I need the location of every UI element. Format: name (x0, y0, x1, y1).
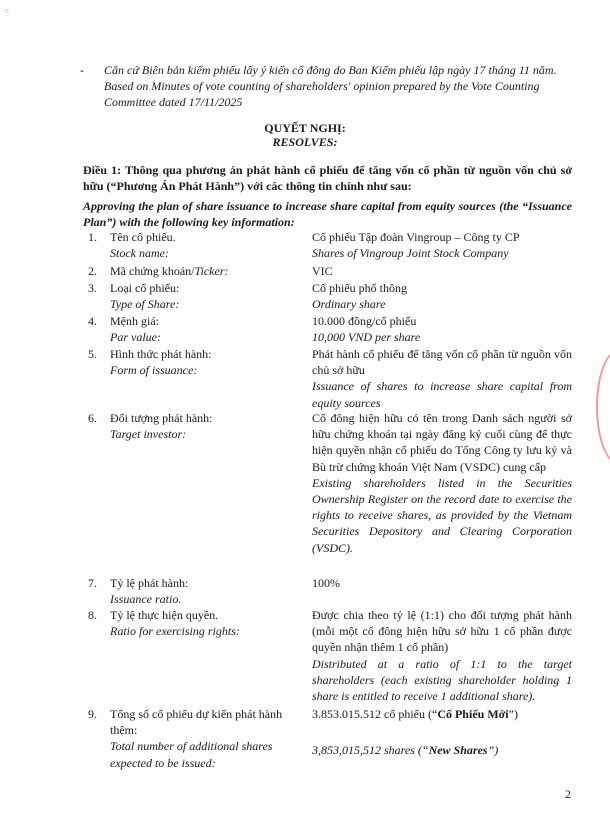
item-label: Loại cổ phiếu: (110, 281, 180, 295)
item-value-en: Issuance of shares to increase share capital from equity sources (312, 379, 572, 410)
basis-vi: Căn cứ Biên bản kiểm phiếu lấy ý kiến cổ đông do Ban Kiểm phiếu lập ngày 17 tháng 11 năm. (104, 63, 557, 77)
item-label: Đối tượng phát hành: (110, 411, 213, 425)
item-label: Tổng số cổ phiếu dự kiến phát hành thêm: (110, 707, 283, 738)
item-value-end: ”) (508, 707, 518, 721)
item-label-en: Type of Share: (110, 297, 180, 312)
item-number: 3. (88, 281, 97, 295)
item-value: Cổ đông hiện hữu có tên trong Danh sách người sở hữu chứng khoán tại ngày đăng ký cuối cùng để thực hiện quyền nhận cổ phiếu do Tổng Công ty lưu ký và Bù trừ chứng khoán Việt Nam (VSDC) cung cấp (312, 411, 572, 474)
article-1-en: Approving the plan of share issuance to increase share capital from equity sources (the “Issuance Plan”) with the following key information: (83, 199, 572, 230)
item-label: Mã chứng khoán/ (110, 264, 195, 278)
item-value-en: 3,853,015,512 shares (“ (312, 743, 429, 758)
item-label-en: Total number of additional shares expected to be issued: (110, 739, 273, 770)
item-number: 6. (88, 411, 97, 425)
item-label: Hình thức phát hành: (110, 347, 212, 361)
item-number: 1. (88, 230, 97, 244)
item-number: 5. (88, 347, 97, 361)
item-value: 10.000 đồng/cổ phiếu (312, 314, 417, 328)
item-label-en: Stock name: (110, 246, 169, 261)
item-label-en: Ticker: (194, 264, 229, 278)
basis-en: Based on Minutes of vote counting of shareholders' opinion prepared by the Vote Counting Committee dated 17/11/2025 (104, 79, 540, 110)
item-number: 2. (88, 264, 97, 278)
page-number: 2 (565, 787, 571, 801)
item-value: 3.853.015.512 cổ phiếu (“ (312, 707, 438, 721)
item-label: Tỷ lệ phát hành: (110, 576, 189, 590)
defined-term-new-shares-en: New Shares (428, 743, 488, 758)
resolution-heading-vi: QUYẾT NGHỊ: (264, 121, 346, 135)
item-value: VIC (312, 264, 333, 278)
item-value-en: 10,000 VND per share (312, 330, 421, 345)
item-label-en: Form of issuance: (110, 363, 198, 378)
item-label: Mệnh giá: (110, 314, 159, 328)
item-value: 100% (312, 576, 340, 590)
item-label-en: Ratio for exercising rights: (110, 624, 240, 639)
item-value: Được chia theo tỷ lệ (1:1) cho đối tượng phát hành (mỗi một cổ đông hiện hữu sở hữu 1 cổ phần được quyền nhận thêm 1 cổ phần) (312, 608, 572, 655)
item-value-en: Distributed at a ratio of 1:1 to the target shareholders (each existing shareholder holding 1 share is entitled to receive 1 additional share). (312, 656, 572, 703)
defined-term-new-shares-vi: Cổ Phiếu Mới (437, 707, 509, 721)
bullet-dash: - (80, 63, 84, 77)
item-value: Cổ phiếu phổ thông (312, 281, 407, 295)
item-value-en: Shares of Vingroup Joint Stock Company (312, 246, 509, 261)
item-label-en: Par value: (110, 330, 161, 345)
item-value-en: Existing shareholders listed in the Securities Ownership Register on the record date to exercise the rights to receive shares, as provided by the Vietnam Securities Depository and Clearing Corporation (VSDC). (312, 475, 572, 555)
item-number: 9. (88, 707, 97, 721)
legal-basis (80, 62, 572, 111)
item-value: Phát hành cổ phiếu để tăng vốn cổ phần từ nguồn vốn chủ sở hữu (312, 347, 572, 378)
item-label-en: Issuance ratio. (110, 592, 182, 607)
red-seal-stamp (596, 350, 610, 464)
item-number: 7. (88, 576, 97, 590)
item-label-en: Target investor: (110, 427, 187, 442)
item-label: Tỷ lệ thực hiện quyền. (110, 608, 219, 622)
item-value: Cổ phiếu Tập đoàn Vingroup – Công ty CP (312, 230, 520, 244)
top-mark: ○ (4, 6, 9, 15)
item-number: 8. (88, 608, 97, 622)
item-number: 4. (88, 314, 97, 328)
article-1-vi: Điều 1: Thông qua phương án phát hành cổ phiếu để tăng vốn cổ phần từ nguồn vốn chủ sở hữu (“Phương Án Phát Hành”) với các thông tin chính như sau: (83, 163, 572, 194)
item-value-en: Ordinary share (312, 297, 386, 312)
resolution-heading-en: RESOLVES: (272, 135, 338, 149)
item-label: Tên cổ phiếu. (110, 230, 176, 244)
item-value-en-end: ”) (487, 743, 499, 758)
